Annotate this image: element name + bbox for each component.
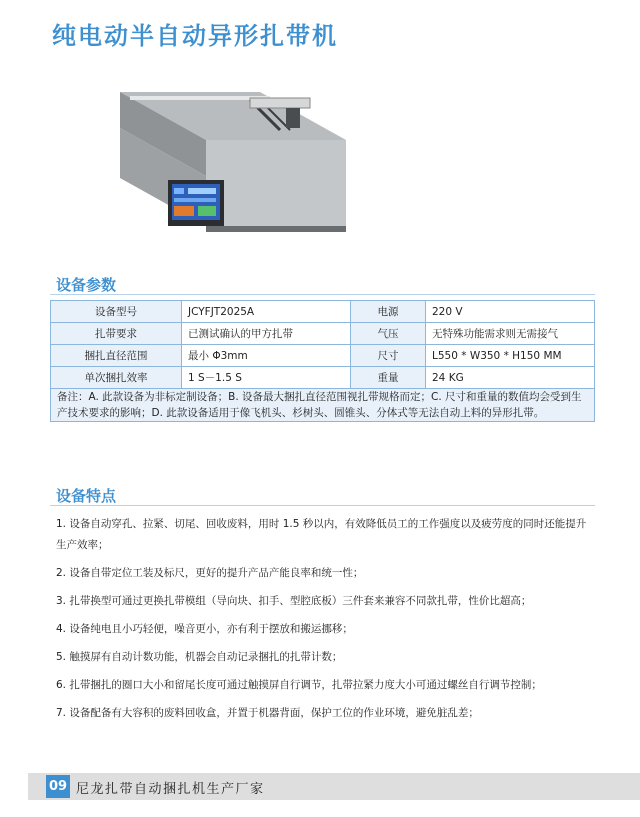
- list-item: 5. 触摸屏有自动计数功能，机器会自动记录捆扎的扎带计数；: [56, 651, 343, 663]
- param-value: JCYFJT2025A: [182, 301, 351, 323]
- list-item: 2. 设备自带定位工装及标尺，更好的提升产品产能良率和统一性；: [56, 567, 364, 579]
- param-key: 设备型号: [51, 301, 182, 323]
- param-value: 最小 Φ3mm: [182, 345, 351, 367]
- list-item: 1. 设备自动穿孔、拉紧、切尾、回收废料，用时 1.5 秒以内，有效降低员工的工作强度以及疲劳度的同时还能提升生产效率；: [56, 518, 587, 551]
- param-key: 单次捆扎效率: [51, 367, 182, 389]
- param-value: 24 KG: [426, 367, 595, 389]
- page-number: 09: [46, 775, 70, 798]
- params-divider: [50, 294, 595, 295]
- table-row: [51, 301, 595, 323]
- params-table: [50, 300, 595, 422]
- params-note: 备注：A. 此款设备为非标定制设备；B. 设备最大捆扎直径范围视扎带规格而定；C. 尺寸和重量的数值均会受到生产技术要求的影响；D. 此款设备适用于像飞机头、杉树头、圆锥头、分体式等无法自动上料的异形扎带。: [51, 389, 595, 422]
- table-note-row: [51, 389, 595, 422]
- list-item: 7. 设备配备有大容积的废料回收盒，并置于机器背面，保护工位的作业环境，避免脏乱差；: [56, 707, 479, 719]
- features-divider: [50, 505, 595, 506]
- param-key: 扎带要求: [51, 323, 182, 345]
- param-value: 无特殊功能需求则无需接气: [426, 323, 595, 345]
- param-value: 已测试确认的甲方扎带: [182, 323, 351, 345]
- param-value: 220 V: [426, 301, 595, 323]
- param-value: 1 S－1.5 S: [182, 367, 351, 389]
- machine-photo: [110, 86, 350, 244]
- features-heading: 设备特点: [56, 487, 117, 505]
- list-item: 3. 扎带换型可通过更换扎带模组（导向块、扣手、型腔底板）三件套来兼容不同款扎带，性价比超高；: [56, 595, 532, 607]
- features-list: [56, 514, 596, 731]
- param-value: L550 * W350 * H150 MM: [426, 345, 595, 367]
- footer-text: 尼龙扎带自动捆扎机生产厂家: [76, 782, 265, 797]
- param-key: 尺寸: [351, 345, 426, 367]
- table-row: [51, 323, 595, 345]
- param-key: 重量: [351, 367, 426, 389]
- param-key: 电源: [351, 301, 426, 323]
- list-item: 4. 设备纯电且小巧轻便，噪音更小，亦有利于摆放和搬运挪移；: [56, 623, 353, 635]
- table-row: [51, 345, 595, 367]
- list-item: 6. 扎带捆扎的圈口大小和留尾长度可通过触摸屏自行调节，扎带拉紧力度大小可通过螺丝自行调节控制；: [56, 679, 542, 691]
- page-title: 纯电动半自动异形扎带机: [52, 22, 338, 50]
- param-key: 捆扎直径范围: [51, 345, 182, 367]
- table-row: [51, 367, 595, 389]
- param-key: 气压: [351, 323, 426, 345]
- params-heading: 设备参数: [56, 276, 117, 294]
